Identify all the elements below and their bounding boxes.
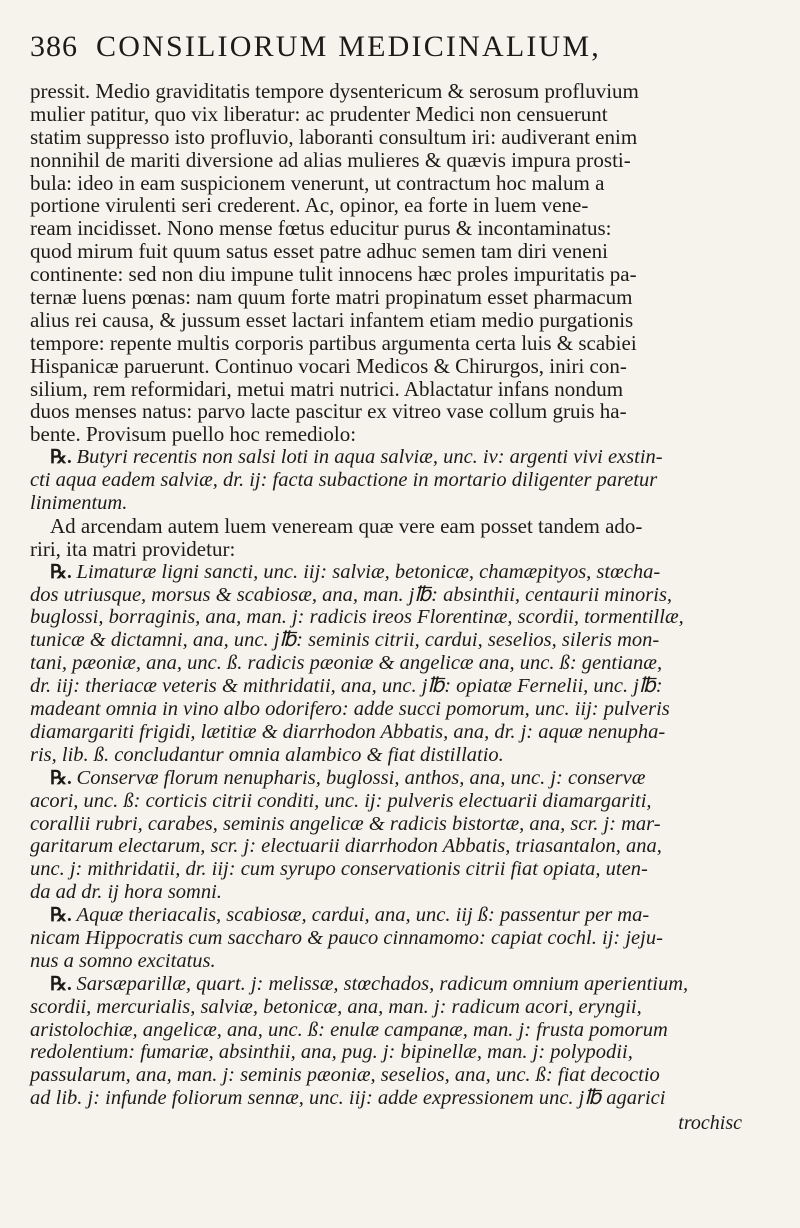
- text-line: [30, 950, 752, 973]
- recipe-symbol: ℞.: [50, 905, 77, 927]
- recipe-symbol: ℞.: [50, 973, 77, 995]
- text-line: [30, 172, 752, 195]
- line-text: scordii, mercurialis, salviæ, betonicæ, ana, man. j: radicum acori, eryngii,: [30, 995, 642, 1018]
- text-line: [30, 698, 752, 721]
- text-line: [30, 309, 752, 332]
- text-line: [30, 217, 752, 240]
- text-line: [30, 1019, 752, 1042]
- line-text: quod mirum fuit quum satus esset patre adhuc semen tam diri veneni: [30, 239, 608, 264]
- line-text: diamargariti frigidi, lætitiæ & diarrhodon Abbatis, ana, dr. j: aquæ nenupha-: [30, 720, 666, 743]
- text-line: [30, 1041, 752, 1064]
- line-text: alius rei causa, & jussum esset lactari infantem etiam medio purgationis: [30, 307, 634, 332]
- text-line: [30, 538, 752, 561]
- text-line: [30, 927, 752, 950]
- text-line: [30, 492, 752, 515]
- line-text: statim suppresso isto profluvio, laboranti consultum iri: audiverant enim: [30, 124, 638, 149]
- text-line: [30, 606, 752, 629]
- recipe-symbol: ℞.: [50, 447, 77, 469]
- recipe-symbol: ℞.: [50, 767, 77, 789]
- text-line: [30, 469, 752, 492]
- line-text: unc. j: mithridatii, dr. iij: cum syrupo conservationis citrii fiat opiata, uten-: [30, 858, 648, 881]
- line-text: dos utriusque, morsus & scabiosæ, ana, man. j℔: absinthii, centaurii minoris,: [30, 583, 673, 606]
- line-text: ad lib. j: infunde foliorum sennæ, unc. iij: adde expressionem unc. j℔ agarici: [30, 1087, 666, 1110]
- line-text: Sarsæparillæ, quart. j: melissæ, stœchados, radicum omnium aperientium,: [76, 972, 689, 995]
- line-text: nus a somno excitatus.: [30, 949, 216, 972]
- line-text: garitarum electarum, scr. j: electuarii diarrhodon Abbatis, triasantalon, ana,: [30, 835, 662, 858]
- line-text: Ad arcendam autem luem veneream quæ vere eam posset tandem ado-: [50, 513, 643, 538]
- line-text: Conservæ florum nenupharis, buglossi, anthos, ana, unc. j: conservæ: [76, 766, 646, 789]
- line-text: nonnihil de mariti diversione ad alias mulieres & quævis impura prosti-: [30, 147, 631, 172]
- text-line: [30, 835, 752, 858]
- recipe-line: [30, 973, 752, 996]
- line-text: bula: ideo in eam suspicionem venerunt, ut contractum hoc malum a: [30, 170, 605, 195]
- recipe-line: [30, 561, 752, 584]
- line-text: pressit. Medio graviditatis tempore dysentericum & serosum profluvium: [30, 79, 639, 103]
- text-line: [30, 332, 752, 355]
- text-line: [30, 240, 752, 263]
- catchword: trochisc: [678, 1112, 742, 1135]
- text-line: [30, 744, 752, 767]
- line-text: Aquæ theriacalis, scabiosæ, cardui, ana, unc. iij ß: passentur per ma-: [76, 904, 650, 927]
- line-text: Hispanicæ paruerunt. Continuo vocari Medicos & Chirurgos, iniri con-: [30, 353, 627, 378]
- text-line: [30, 400, 752, 423]
- line-text: ris, lib. ß. concludantur omnia alambico & fiat distillatio.: [30, 743, 504, 766]
- line-text: duos menses natus: parvo lacte pascitur ex vitreo vase collum gruis ha-: [30, 399, 627, 424]
- text-line: [30, 881, 752, 904]
- recipe-line: [30, 446, 752, 469]
- line-text: bente. Provisum puello hoc remediolo:: [30, 422, 357, 447]
- text-line: [30, 721, 752, 744]
- text-line: [30, 423, 752, 446]
- text-line: [30, 378, 752, 401]
- recipe-line: [30, 767, 752, 790]
- recipe-symbol: ℞.: [50, 561, 77, 583]
- text-line: [30, 1064, 752, 1087]
- text-line: [30, 790, 752, 813]
- text-line: [30, 675, 752, 698]
- line-text: cti aqua eadem salviæ, dr. ij: facta subactione in mortario diligenter paretur: [30, 469, 658, 492]
- line-text: tempore: repente multis corporis partibus argumenta certa luis & scabiei: [30, 330, 637, 355]
- body-text: [30, 80, 752, 1110]
- line-text: tunicæ & dictamni, ana, unc. j℔: seminis citrii, cardui, seselios, sileris mon-: [30, 629, 660, 652]
- text-line: [30, 584, 752, 607]
- line-text: ternæ luens pœnas: nam quum forte matri propinatum esset pharmacum: [30, 285, 633, 310]
- text-line: [30, 515, 752, 538]
- text-line: [30, 858, 752, 881]
- recipe-line: [30, 904, 752, 927]
- page-number: 386: [30, 30, 78, 63]
- text-line: [30, 194, 752, 217]
- text-line: [30, 286, 752, 309]
- line-text: riri, ita matri providetur:: [30, 536, 236, 561]
- line-text: linimentum.: [30, 492, 128, 515]
- text-line: [30, 652, 752, 675]
- text-line: [30, 996, 752, 1019]
- line-text: passularum, ana, man. j: seminis pæoniæ, seselios, ana, unc. ß: fiat decoctio: [30, 1064, 660, 1087]
- line-text: buglossi, borraginis, ana, man. j: radicis ireos Florentinæ, scordii, tormentillæ,: [30, 606, 684, 629]
- text-line: [30, 103, 752, 126]
- text-line: [30, 126, 752, 149]
- line-text: Limaturæ ligni sancti, unc. iij: salviæ, betonicæ, chamæpityos, stœcha-: [76, 560, 661, 583]
- line-text: dr. iij: theriacæ veteris & mithridatii, ana, unc. j℔: opiatæ Fernelii, unc. j℔:: [30, 675, 663, 698]
- text-line: [30, 629, 752, 652]
- line-text: acori, unc. ß: corticis citrii conditi, unc. ij: pulveris electuarii diamargariti,: [30, 789, 652, 812]
- line-text: tani, pæoniæ, ana, unc. ß. radicis pæoniæ & angelicæ ana, unc. ß: gentianæ,: [30, 652, 663, 675]
- line-text: aristolochiæ, angelicæ, ana, unc. ß: enulæ campanæ, man. j: frusta pomorum: [30, 1018, 668, 1041]
- line-text: ream incidisset. Nono mense fœtus educitur purus & incontaminatus:: [30, 216, 612, 241]
- line-text: madeant omnia in vino albo odorifero: adde succi pomorum, unc. iij: pulveris: [30, 698, 670, 721]
- line-text: corallii rubri, carabes, seminis angelicæ & radicis bistortæ, ana, scr. j: mar-: [30, 812, 661, 835]
- text-line: [30, 813, 752, 836]
- line-text: da ad dr. ij hora somni.: [30, 881, 222, 904]
- line-text: portione virulenti seri crederent. Ac, opinor, ea forte in luem vene-: [30, 193, 589, 218]
- line-text: mulier patitur, quo vix liberatur: ac prudenter Medici non censuerunt: [30, 101, 608, 126]
- line-text: nicam Hippocratis cum saccharo & pauco cinnamomo: capiat cochl. ij: jeju-: [30, 926, 663, 949]
- line-text: silium, rem reformidari, metui matri nutrici. Ablactatur infans nondum: [30, 376, 624, 401]
- line-text: redolentium: fumariæ, absinthii, ana, pug. j: bipinellæ, man. j: polypodii,: [30, 1041, 633, 1064]
- text-line: [30, 80, 752, 103]
- page-header: [30, 30, 752, 76]
- line-text: Butyri recentis non salsi loti in aqua salviæ, unc. iv: argenti vivi exstin-: [76, 446, 663, 469]
- text-line: [30, 1087, 752, 1110]
- line-text: continente: sed non diu impune tulit innocens hæc proles impuritatis pa-: [30, 262, 637, 287]
- text-line: [30, 263, 752, 286]
- text-line: [30, 355, 752, 378]
- running-title: CONSILIORUM MEDICINALIUM,: [96, 30, 601, 63]
- text-line: [30, 149, 752, 172]
